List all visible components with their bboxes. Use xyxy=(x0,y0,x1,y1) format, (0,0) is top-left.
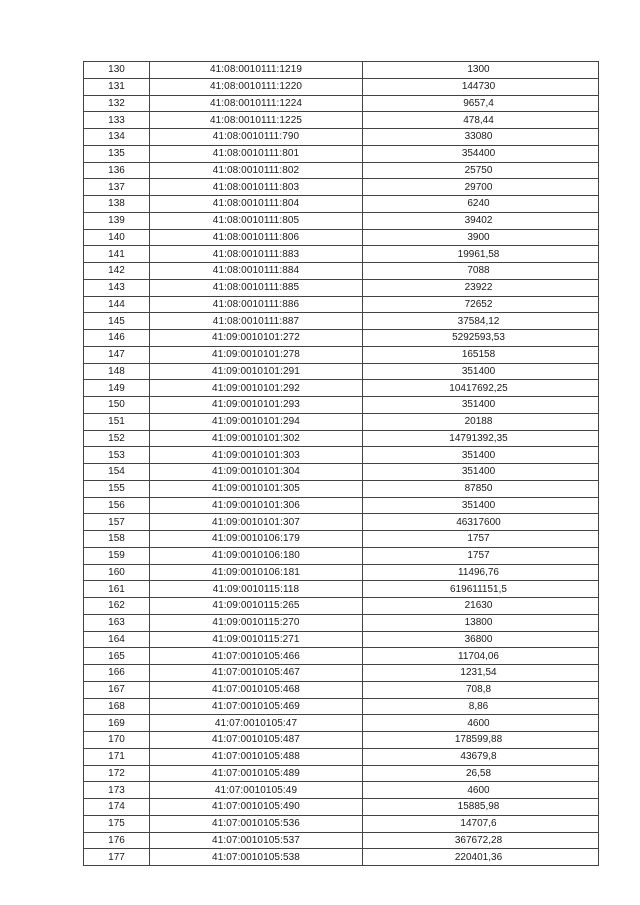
table-row xyxy=(84,765,599,782)
table-row xyxy=(84,715,599,732)
cadastral-number: 41:09:0010115:118 xyxy=(150,581,363,598)
cadastral-number: 41:07:0010105:467 xyxy=(150,665,363,682)
table-row xyxy=(84,698,599,715)
row-number: 173 xyxy=(84,782,150,799)
row-number: 164 xyxy=(84,631,150,648)
cadastral-number: 41:09:0010101:294 xyxy=(150,413,363,430)
row-number: 141 xyxy=(84,246,150,263)
row-number: 130 xyxy=(84,62,150,79)
cadastral-number: 41:07:0010105:47 xyxy=(150,715,363,732)
row-value: 4600 xyxy=(363,715,599,732)
table-row xyxy=(84,782,599,799)
cadastral-number: 41:08:0010111:886 xyxy=(150,296,363,313)
cadastral-number: 41:08:0010111:802 xyxy=(150,162,363,179)
table-row xyxy=(84,849,599,866)
table-row xyxy=(84,263,599,280)
row-value: 1231,54 xyxy=(363,665,599,682)
row-number: 136 xyxy=(84,162,150,179)
cadastral-number: 41:08:0010111:1224 xyxy=(150,95,363,112)
table-row xyxy=(84,732,599,749)
row-number: 155 xyxy=(84,480,150,497)
row-number: 154 xyxy=(84,464,150,481)
table-row xyxy=(84,95,599,112)
cadastral-number: 41:08:0010111:804 xyxy=(150,196,363,213)
row-number: 144 xyxy=(84,296,150,313)
row-number: 163 xyxy=(84,614,150,631)
row-number: 143 xyxy=(84,279,150,296)
row-value: 87850 xyxy=(363,480,599,497)
table-row xyxy=(84,196,599,213)
cadastral-number: 41:09:0010115:265 xyxy=(150,598,363,615)
row-number: 160 xyxy=(84,564,150,581)
document-table xyxy=(83,61,599,866)
row-number: 147 xyxy=(84,346,150,363)
row-value: 8,86 xyxy=(363,698,599,715)
cadastral-number: 41:09:0010101:272 xyxy=(150,330,363,347)
row-number: 145 xyxy=(84,313,150,330)
row-number: 156 xyxy=(84,497,150,514)
cadastral-number: 41:09:0010101:307 xyxy=(150,514,363,531)
table-row xyxy=(84,614,599,631)
row-value: 33080 xyxy=(363,129,599,146)
table-row xyxy=(84,212,599,229)
table-row xyxy=(84,112,599,129)
row-value: 15885,98 xyxy=(363,799,599,816)
row-value: 351400 xyxy=(363,363,599,380)
table-row xyxy=(84,397,599,414)
table-row xyxy=(84,631,599,648)
cadastral-number: 41:08:0010111:1219 xyxy=(150,62,363,79)
table-row xyxy=(84,480,599,497)
cadastral-number: 41:09:0010115:271 xyxy=(150,631,363,648)
row-number: 146 xyxy=(84,330,150,347)
table-row xyxy=(84,363,599,380)
row-value: 72652 xyxy=(363,296,599,313)
row-value: 4600 xyxy=(363,782,599,799)
table-row xyxy=(84,681,599,698)
row-value: 351400 xyxy=(363,464,599,481)
cadastral-number: 41:09:0010101:304 xyxy=(150,464,363,481)
row-number: 152 xyxy=(84,430,150,447)
row-number: 161 xyxy=(84,581,150,598)
row-number: 151 xyxy=(84,413,150,430)
table-row xyxy=(84,346,599,363)
row-number: 169 xyxy=(84,715,150,732)
table-row xyxy=(84,430,599,447)
row-value: 354400 xyxy=(363,145,599,162)
cadastral-number: 41:09:0010101:306 xyxy=(150,497,363,514)
row-number: 150 xyxy=(84,397,150,414)
cadastral-number: 41:07:0010105:489 xyxy=(150,765,363,782)
row-value: 220401,36 xyxy=(363,849,599,866)
cadastral-number: 41:09:0010101:305 xyxy=(150,480,363,497)
table-row xyxy=(84,296,599,313)
cadastral-number: 41:09:0010106:179 xyxy=(150,531,363,548)
row-value: 6240 xyxy=(363,196,599,213)
row-number: 168 xyxy=(84,698,150,715)
row-number: 149 xyxy=(84,380,150,397)
cadastral-number: 41:08:0010111:1220 xyxy=(150,78,363,95)
row-value: 10417692,25 xyxy=(363,380,599,397)
cadastral-number: 41:07:0010105:469 xyxy=(150,698,363,715)
row-number: 167 xyxy=(84,681,150,698)
row-number: 162 xyxy=(84,598,150,615)
table-row xyxy=(84,330,599,347)
row-value: 708,8 xyxy=(363,681,599,698)
table-row xyxy=(84,799,599,816)
row-value: 3900 xyxy=(363,229,599,246)
cadastral-number: 41:09:0010106:180 xyxy=(150,547,363,564)
table-row xyxy=(84,279,599,296)
row-number: 172 xyxy=(84,765,150,782)
row-value: 36800 xyxy=(363,631,599,648)
table-row xyxy=(84,380,599,397)
row-value: 144730 xyxy=(363,78,599,95)
row-number: 135 xyxy=(84,145,150,162)
row-value: 23922 xyxy=(363,279,599,296)
cadastral-number: 41:08:0010111:884 xyxy=(150,263,363,280)
cadastral-number: 41:09:0010101:303 xyxy=(150,447,363,464)
table-row xyxy=(84,581,599,598)
row-value: 37584,12 xyxy=(363,313,599,330)
table-row xyxy=(84,547,599,564)
cadastral-number: 41:07:0010105:487 xyxy=(150,732,363,749)
table-row xyxy=(84,665,599,682)
row-value: 7088 xyxy=(363,263,599,280)
row-number: 153 xyxy=(84,447,150,464)
row-number: 137 xyxy=(84,179,150,196)
row-number: 142 xyxy=(84,263,150,280)
row-value: 25750 xyxy=(363,162,599,179)
cadastral-number: 41:08:0010111:885 xyxy=(150,279,363,296)
table-row xyxy=(84,246,599,263)
cadastral-number: 41:08:0010111:801 xyxy=(150,145,363,162)
table-row xyxy=(84,313,599,330)
table-row xyxy=(84,162,599,179)
row-value: 43679,8 xyxy=(363,748,599,765)
table-row xyxy=(84,78,599,95)
row-value: 351400 xyxy=(363,397,599,414)
row-number: 138 xyxy=(84,196,150,213)
cadastral-number: 41:08:0010111:883 xyxy=(150,246,363,263)
cadastral-number: 41:09:0010115:270 xyxy=(150,614,363,631)
table-row xyxy=(84,413,599,430)
table-row xyxy=(84,464,599,481)
row-value: 619611151,5 xyxy=(363,581,599,598)
row-number: 177 xyxy=(84,849,150,866)
row-value: 46317600 xyxy=(363,514,599,531)
row-value: 367672,28 xyxy=(363,832,599,849)
cadastral-number: 41:07:0010105:49 xyxy=(150,782,363,799)
row-value: 1300 xyxy=(363,62,599,79)
cadastral-number: 41:08:0010111:806 xyxy=(150,229,363,246)
row-number: 134 xyxy=(84,129,150,146)
cadastral-number: 41:07:0010105:537 xyxy=(150,832,363,849)
cadastral-number: 41:09:0010101:292 xyxy=(150,380,363,397)
table-row xyxy=(84,832,599,849)
row-value: 26,58 xyxy=(363,765,599,782)
cadastral-number: 41:08:0010111:805 xyxy=(150,212,363,229)
row-value: 11496,76 xyxy=(363,564,599,581)
cadastral-number: 41:07:0010105:490 xyxy=(150,799,363,816)
table-row xyxy=(84,129,599,146)
cadastral-number: 41:08:0010111:1225 xyxy=(150,112,363,129)
row-value: 5292593,53 xyxy=(363,330,599,347)
row-value: 1757 xyxy=(363,547,599,564)
table-row xyxy=(84,179,599,196)
table-row xyxy=(84,815,599,832)
row-number: 174 xyxy=(84,799,150,816)
table-row xyxy=(84,598,599,615)
cadastral-number: 41:09:0010101:291 xyxy=(150,363,363,380)
cadastral-number: 41:09:0010101:302 xyxy=(150,430,363,447)
cadastral-number: 41:08:0010111:803 xyxy=(150,179,363,196)
cadastral-number: 41:07:0010105:466 xyxy=(150,648,363,665)
cadastral-number: 41:07:0010105:538 xyxy=(150,849,363,866)
cadastral-number: 41:09:0010106:181 xyxy=(150,564,363,581)
table-row xyxy=(84,514,599,531)
cadastral-number: 41:07:0010105:536 xyxy=(150,815,363,832)
cadastral-number: 41:08:0010111:887 xyxy=(150,313,363,330)
row-value: 478,44 xyxy=(363,112,599,129)
row-value: 14791392,35 xyxy=(363,430,599,447)
row-number: 176 xyxy=(84,832,150,849)
cadastral-number: 41:09:0010101:293 xyxy=(150,397,363,414)
row-number: 171 xyxy=(84,748,150,765)
row-number: 132 xyxy=(84,95,150,112)
table-row xyxy=(84,229,599,246)
row-number: 159 xyxy=(84,547,150,564)
row-value: 9657,4 xyxy=(363,95,599,112)
row-number: 175 xyxy=(84,815,150,832)
row-value: 1757 xyxy=(363,531,599,548)
row-number: 140 xyxy=(84,229,150,246)
row-number: 133 xyxy=(84,112,150,129)
row-value: 11704,06 xyxy=(363,648,599,665)
row-number: 170 xyxy=(84,732,150,749)
row-value: 21630 xyxy=(363,598,599,615)
cadastral-number: 41:07:0010105:488 xyxy=(150,748,363,765)
table-row xyxy=(84,748,599,765)
table-row xyxy=(84,497,599,514)
table-row xyxy=(84,648,599,665)
row-value: 14707,6 xyxy=(363,815,599,832)
table-row xyxy=(84,145,599,162)
row-number: 148 xyxy=(84,363,150,380)
table-row xyxy=(84,62,599,79)
table-row xyxy=(84,531,599,548)
row-value: 351400 xyxy=(363,447,599,464)
row-value: 351400 xyxy=(363,497,599,514)
table-row xyxy=(84,564,599,581)
cadastral-number: 41:08:0010111:790 xyxy=(150,129,363,146)
row-number: 157 xyxy=(84,514,150,531)
cadastral-number: 41:09:0010101:278 xyxy=(150,346,363,363)
row-number: 139 xyxy=(84,212,150,229)
row-value: 29700 xyxy=(363,179,599,196)
row-value: 165158 xyxy=(363,346,599,363)
row-value: 19961,58 xyxy=(363,246,599,263)
row-number: 165 xyxy=(84,648,150,665)
row-number: 131 xyxy=(84,78,150,95)
row-number: 166 xyxy=(84,665,150,682)
row-value: 20188 xyxy=(363,413,599,430)
row-value: 39402 xyxy=(363,212,599,229)
table-row xyxy=(84,447,599,464)
row-value: 13800 xyxy=(363,614,599,631)
row-value: 178599,88 xyxy=(363,732,599,749)
row-number: 158 xyxy=(84,531,150,548)
cadastral-number: 41:07:0010105:468 xyxy=(150,681,363,698)
